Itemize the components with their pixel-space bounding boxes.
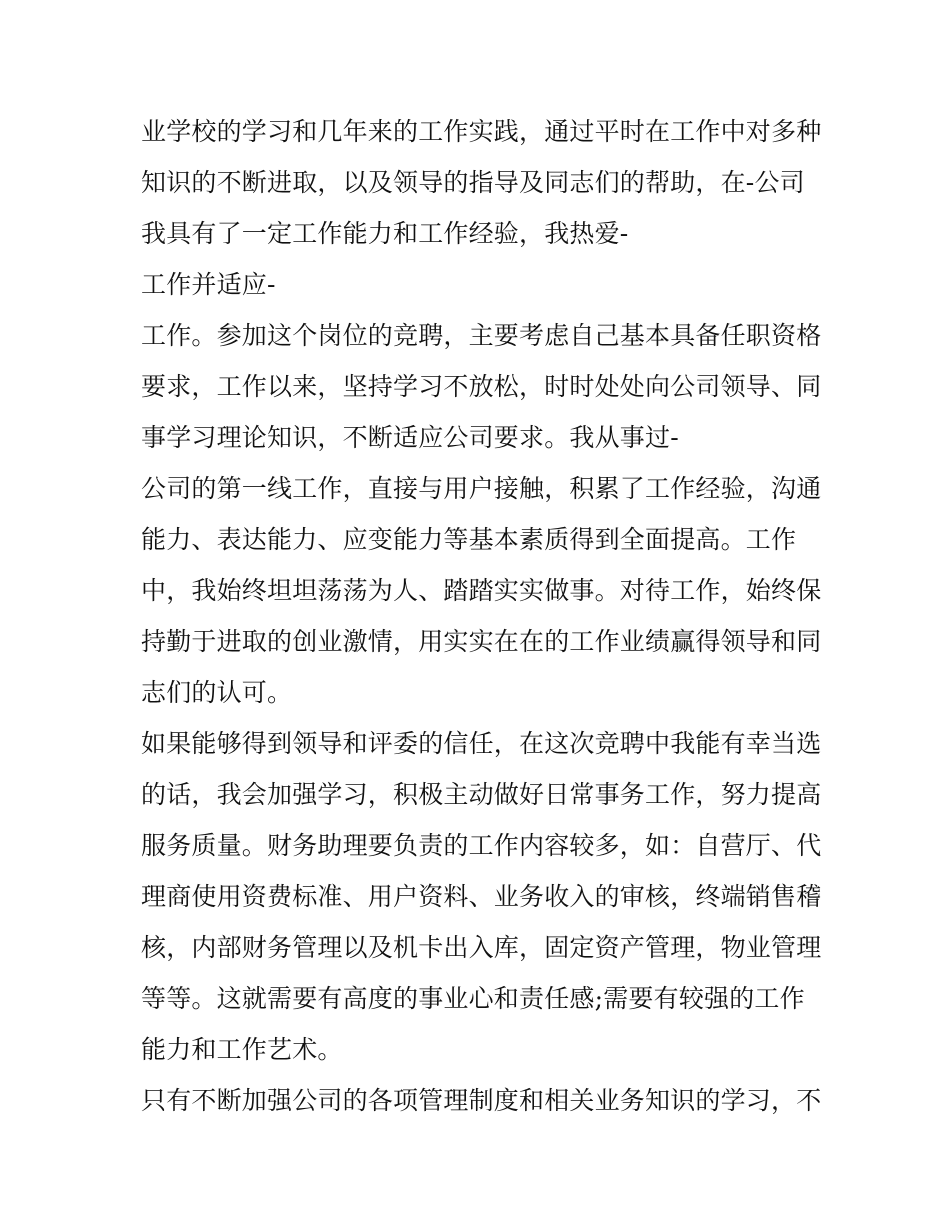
text-line: 工作并适应- [141, 270, 276, 299]
text-line: 公司的第一线工作，直接与用户接触，积累了工作经验，沟通 [141, 474, 821, 503]
text-line: 事学习理论知识，不断适应公司要求。我从事过- [141, 423, 679, 452]
text-line: 理商使用资费标准、用户资料、业务收入的审核，终端销售稽 [141, 882, 821, 911]
text-line: 要求，工作以来，坚持学习不放松，时时处处向公司领导、同 [141, 372, 821, 401]
text-line: 只有不断加强公司的各项管理制度和相关业务知识的学习，不 [141, 1086, 821, 1115]
text-line: 持勤于进取的创业激情，用实实在在的工作业绩赢得领导和同 [141, 627, 821, 656]
text-line: 业学校的学习和几年来的工作实践，通过平时在工作中对多种 [141, 117, 821, 146]
text-line: 志们的认可。 [141, 678, 293, 707]
text-line: 服务质量。财务助理要负责的工作内容较多，如：自营厅、代 [141, 831, 821, 860]
text-line: 的话，我会加强学习，积极主动做好日常事务工作，努力提高 [141, 780, 821, 809]
text-line: 能力、表达能力、应变能力等基本素质得到全面提高。工作 [141, 525, 797, 554]
text-line: 中，我始终坦坦荡荡为人、踏踏实实做事。对待工作，始终保 [141, 576, 821, 605]
text-line: 知识的不断进取，以及领导的指导及同志们的帮助，在-公司 [141, 168, 805, 197]
body-text [141, 106, 821, 1126]
text-line: 如果能够得到领导和评委的信任，在这次竞聘中我能有幸当选 [141, 729, 821, 758]
text-line: 工作。参加这个岗位的竞聘，主要考虑自己基本具备任职资格 [141, 321, 821, 350]
text-line: 我具有了一定工作能力和工作经验，我热爱- [141, 219, 629, 248]
text-line: 等等。这就需要有高度的事业心和责任感;需要有较强的工作 [141, 984, 805, 1013]
text-line: 核，内部财务管理以及机卡出入库，固定资产管理，物业管理 [141, 933, 821, 962]
text-line: 能力和工作艺术。 [141, 1035, 343, 1064]
